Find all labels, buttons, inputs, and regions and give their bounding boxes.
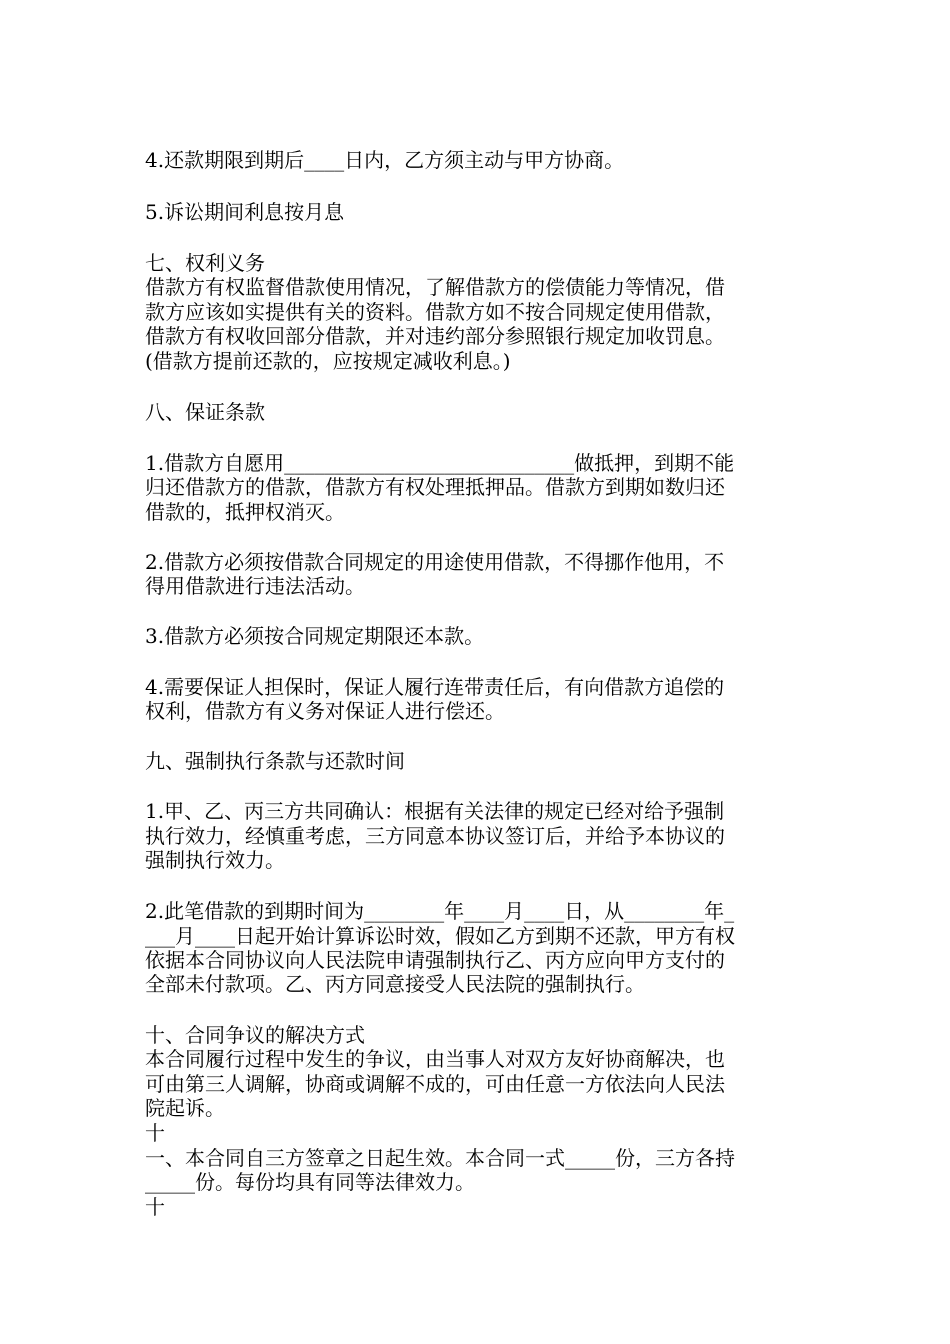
section-heading: 七、权利义务 (145, 251, 265, 275)
text-line: ___月____日起开始计算诉讼时效，假如乙方到期不还款，甲方有权 (145, 924, 735, 948)
section-heading: 九、强制执行条款与还款时间 (145, 749, 405, 773)
text-line: 归还借款方的借款，借款方有权处理抵押品。借款方到期如数归还 (145, 475, 725, 499)
text-line: 强制执行效力。 (145, 848, 285, 872)
section-heading: 十 (145, 1195, 165, 1219)
text-line: 本合同履行过程中发生的争议，由当事人对双方友好协商解决，也 (145, 1047, 725, 1071)
text-line: 4.还款期限到期后____日内，乙方须主动与甲方协商。 (145, 148, 625, 172)
text-line: _____份。每份均具有同等法律效力。 (145, 1170, 475, 1194)
text-line: 可由第三人调解，协商或调解不成的，可由任意一方依法向人民法 (145, 1072, 725, 1096)
text-line: 1.借款方自愿用_____________________________做抵押，到期不能 (145, 451, 735, 475)
text-line: 权利，借款方有义务对保证人进行偿还。 (145, 699, 505, 723)
section-heading: 十、合同争议的解决方式 (145, 1023, 365, 1047)
text-line: 执行效力，经慎重考虑，三方同意本协议签订后，并给予本协议的 (145, 824, 725, 848)
section-heading: 十 (145, 1121, 165, 1145)
text-line: 一、本合同自三方签章之日起生效。本合同一式_____份，三方各持 (145, 1146, 735, 1170)
text-line: 依据本合同协议向人民法院申请强制执行乙、丙方应向甲方支付的 (145, 948, 725, 972)
text-line: 借款方有权监督借款使用情况，了解借款方的偿债能力等情况，借 (145, 275, 725, 299)
text-line: 5.诉讼期间利息按月息 (145, 200, 345, 224)
text-line: 款方应该如实提供有关的资料。借款方如不按合同规定使用借款， (145, 300, 725, 324)
text-line: 3.借款方必须按合同规定期限还本款。 (145, 624, 485, 648)
text-line: 院起诉。 (145, 1096, 225, 1120)
text-line: 2.此笔借款的到期时间为________年____月____日，从________年_ (145, 899, 735, 923)
text-line: 2.借款方必须按借款合同规定的用途使用借款，不得挪作他用，不 (145, 550, 725, 574)
text-line: 全部未付款项。乙、丙方同意接受人民法院的强制执行。 (145, 972, 645, 996)
text-line: 借款方有权收回部分借款，并对违约部分参照银行规定加收罚息。 (145, 324, 725, 348)
text-line: (借款方提前还款的，应按规定减收利息。) (145, 349, 511, 373)
text-line: 得用借款进行违法活动。 (145, 574, 365, 598)
text-line: 借款的，抵押权消灭。 (145, 500, 345, 524)
section-heading: 八、保证条款 (145, 400, 265, 424)
text-line: 4.需要保证人担保时，保证人履行连带责任后，有向借款方追偿的 (145, 675, 725, 699)
text-line: 1.甲、乙、丙三方共同确认：根据有关法律的规定已经对给予强制 (145, 799, 725, 823)
